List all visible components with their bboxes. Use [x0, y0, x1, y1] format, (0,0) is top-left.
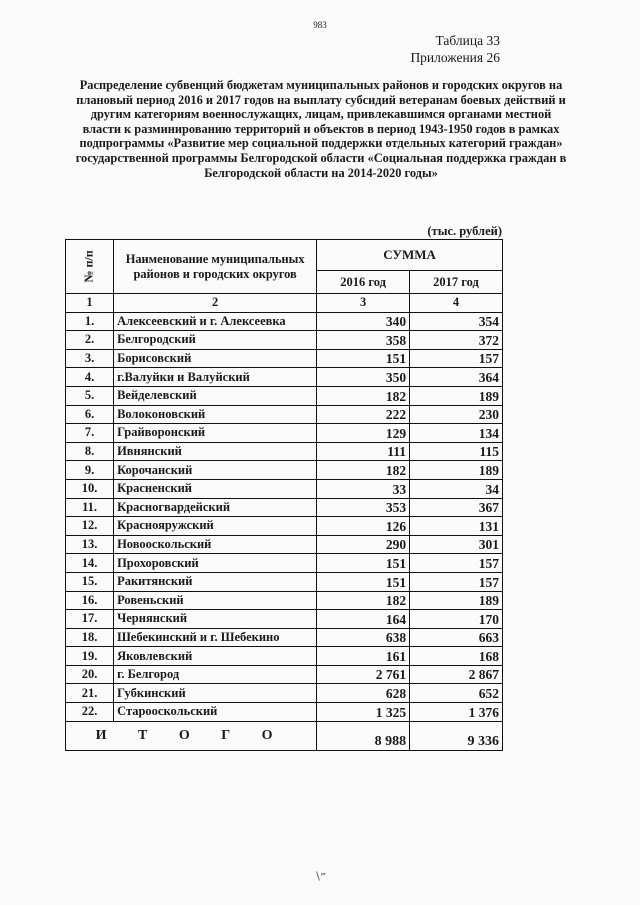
row-number: 18. — [66, 628, 114, 647]
row-value-2017: 157 — [410, 349, 503, 368]
table-row — [66, 535, 503, 554]
row-value-2017: 230 — [410, 405, 503, 424]
column-index: 2 — [114, 294, 317, 313]
row-value-2016: 129 — [317, 424, 410, 443]
row-number: 21. — [66, 684, 114, 703]
row-value-2017: 367 — [410, 498, 503, 517]
row-value-2017: 34 — [410, 479, 503, 498]
row-value-2017: 354 — [410, 312, 503, 331]
column-index: 3 — [317, 294, 410, 313]
table-row — [66, 572, 503, 591]
row-name: Вейделевский — [114, 386, 317, 405]
row-value-2016: 164 — [317, 610, 410, 629]
appendix-reference: Приложения 26 — [410, 50, 500, 65]
row-name: Грайворонский — [114, 424, 317, 443]
table-row — [66, 442, 503, 461]
row-value-2016: 358 — [317, 331, 410, 350]
row-name: Прохоровский — [114, 554, 317, 573]
row-number: 12. — [66, 517, 114, 536]
row-value-2016: 182 — [317, 591, 410, 610]
row-number: 16. — [66, 591, 114, 610]
row-value-2016: 151 — [317, 349, 410, 368]
table-reference: Таблица 33 — [435, 33, 500, 48]
table-row — [66, 591, 503, 610]
row-value-2016: 353 — [317, 498, 410, 517]
total-2016: 8 988 — [317, 721, 410, 750]
row-value-2016: 126 — [317, 517, 410, 536]
row-value-2017: 364 — [410, 368, 503, 387]
table-row — [66, 461, 503, 480]
header-number: № п/п — [66, 240, 114, 294]
row-value-2016: 111 — [317, 442, 410, 461]
table-row — [66, 610, 503, 629]
row-value-2017: 652 — [410, 684, 503, 703]
row-name: г. Белгород — [114, 665, 317, 684]
row-name: Ракитянский — [114, 572, 317, 591]
row-number: 9. — [66, 461, 114, 480]
row-value-2017: 157 — [410, 572, 503, 591]
table-row — [66, 405, 503, 424]
row-value-2016: 340 — [317, 312, 410, 331]
column-index: 4 — [410, 294, 503, 313]
row-name: Старооскольский — [114, 703, 317, 722]
table-row — [66, 517, 503, 536]
row-value-2016: 182 — [317, 461, 410, 480]
table-row — [66, 628, 503, 647]
header-year-2016: 2016 год — [317, 271, 410, 294]
row-number: 6. — [66, 405, 114, 424]
row-name: Красненский — [114, 479, 317, 498]
row-name: Волоконовский — [114, 405, 317, 424]
row-value-2017: 372 — [410, 331, 503, 350]
row-value-2016: 151 — [317, 554, 410, 573]
row-name: Алексеевский и г. Алексеевка — [114, 312, 317, 331]
column-index-row — [66, 294, 503, 313]
row-value-2017: 134 — [410, 424, 503, 443]
row-value-2016: 222 — [317, 405, 410, 424]
row-name: г.Валуйки и Валуйский — [114, 368, 317, 387]
row-name: Красногвардейский — [114, 498, 317, 517]
table-row — [66, 554, 503, 573]
row-number: 14. — [66, 554, 114, 573]
signature-mark: ∖‴ — [314, 871, 326, 883]
row-number: 5. — [66, 386, 114, 405]
row-name: Корочанский — [114, 461, 317, 480]
row-value-2016: 161 — [317, 647, 410, 666]
table-row — [66, 498, 503, 517]
row-name: Губкинский — [114, 684, 317, 703]
row-value-2017: 115 — [410, 442, 503, 461]
row-number: 4. — [66, 368, 114, 387]
row-value-2017: 157 — [410, 554, 503, 573]
table-row — [66, 349, 503, 368]
row-number: 22. — [66, 703, 114, 722]
row-name: Шебекинский и г. Шебекино — [114, 628, 317, 647]
subvention-table — [65, 239, 503, 751]
table-row — [66, 331, 503, 350]
table-row — [66, 368, 503, 387]
table-row — [66, 386, 503, 405]
row-value-2016: 182 — [317, 386, 410, 405]
row-number: 20. — [66, 665, 114, 684]
row-value-2017: 663 — [410, 628, 503, 647]
table-row — [66, 424, 503, 443]
table-row — [66, 647, 503, 666]
row-number: 2. — [66, 331, 114, 350]
row-number: 17. — [66, 610, 114, 629]
row-value-2016: 350 — [317, 368, 410, 387]
row-name: Новооскольский — [114, 535, 317, 554]
row-number: 7. — [66, 424, 114, 443]
row-value-2016: 151 — [317, 572, 410, 591]
row-value-2017: 131 — [410, 517, 503, 536]
row-value-2017: 1 376 — [410, 703, 503, 722]
row-value-2017: 189 — [410, 461, 503, 480]
row-number: 19. — [66, 647, 114, 666]
row-name: Ровеньский — [114, 591, 317, 610]
column-index: 1 — [66, 294, 114, 313]
document-title: Распределение субвенций бюджетам муниципальных районов и городских округов на плановый период 2016 и 2017 годов на выплату субсидий ветеранам боевых действий и другим категориям военнослужащих, лицам, привлекавшимся органами местной власти к разминированию территорий и объектов в период 1943-1950 годов в рамках подпрограммы «Развитие мер социальной поддержки отдельных категорий граждан» государственной программы Белгородской области «Социальная поддержка граждан в Белгородской области на 2014-2020 годы» — [75, 78, 567, 180]
row-number: 13. — [66, 535, 114, 554]
table-row — [66, 665, 503, 684]
row-value-2017: 168 — [410, 647, 503, 666]
header-sum: СУММА — [317, 240, 503, 271]
row-name: Белгородский — [114, 331, 317, 350]
total-label: И Т О Г О — [66, 721, 317, 750]
row-value-2017: 189 — [410, 591, 503, 610]
row-number: 1. — [66, 312, 114, 331]
row-value-2017: 301 — [410, 535, 503, 554]
row-name: Чернянский — [114, 610, 317, 629]
header-year-2017: 2017 год — [410, 271, 503, 294]
row-value-2016: 1 325 — [317, 703, 410, 722]
row-number: 3. — [66, 349, 114, 368]
page-number: 983 — [313, 20, 327, 30]
row-name: Борисовский — [114, 349, 317, 368]
units-label: (тыс. рублей) — [427, 224, 502, 238]
total-2017: 9 336 — [410, 721, 503, 750]
header-name: Наименование муниципальных районов и городских округов — [114, 240, 317, 294]
row-name: Краснояружский — [114, 517, 317, 536]
row-number: 11. — [66, 498, 114, 517]
table-row — [66, 684, 503, 703]
row-value-2016: 628 — [317, 684, 410, 703]
table-row — [66, 479, 503, 498]
table-row — [66, 703, 503, 722]
row-value-2017: 170 — [410, 610, 503, 629]
row-number: 15. — [66, 572, 114, 591]
row-number: 10. — [66, 479, 114, 498]
row-value-2017: 189 — [410, 386, 503, 405]
row-name: Яковлевский — [114, 647, 317, 666]
row-value-2016: 638 — [317, 628, 410, 647]
row-name: Ивнянский — [114, 442, 317, 461]
row-value-2017: 2 867 — [410, 665, 503, 684]
row-value-2016: 290 — [317, 535, 410, 554]
total-row — [66, 721, 503, 750]
row-value-2016: 33 — [317, 479, 410, 498]
row-number: 8. — [66, 442, 114, 461]
row-value-2016: 2 761 — [317, 665, 410, 684]
table-row — [66, 312, 503, 331]
